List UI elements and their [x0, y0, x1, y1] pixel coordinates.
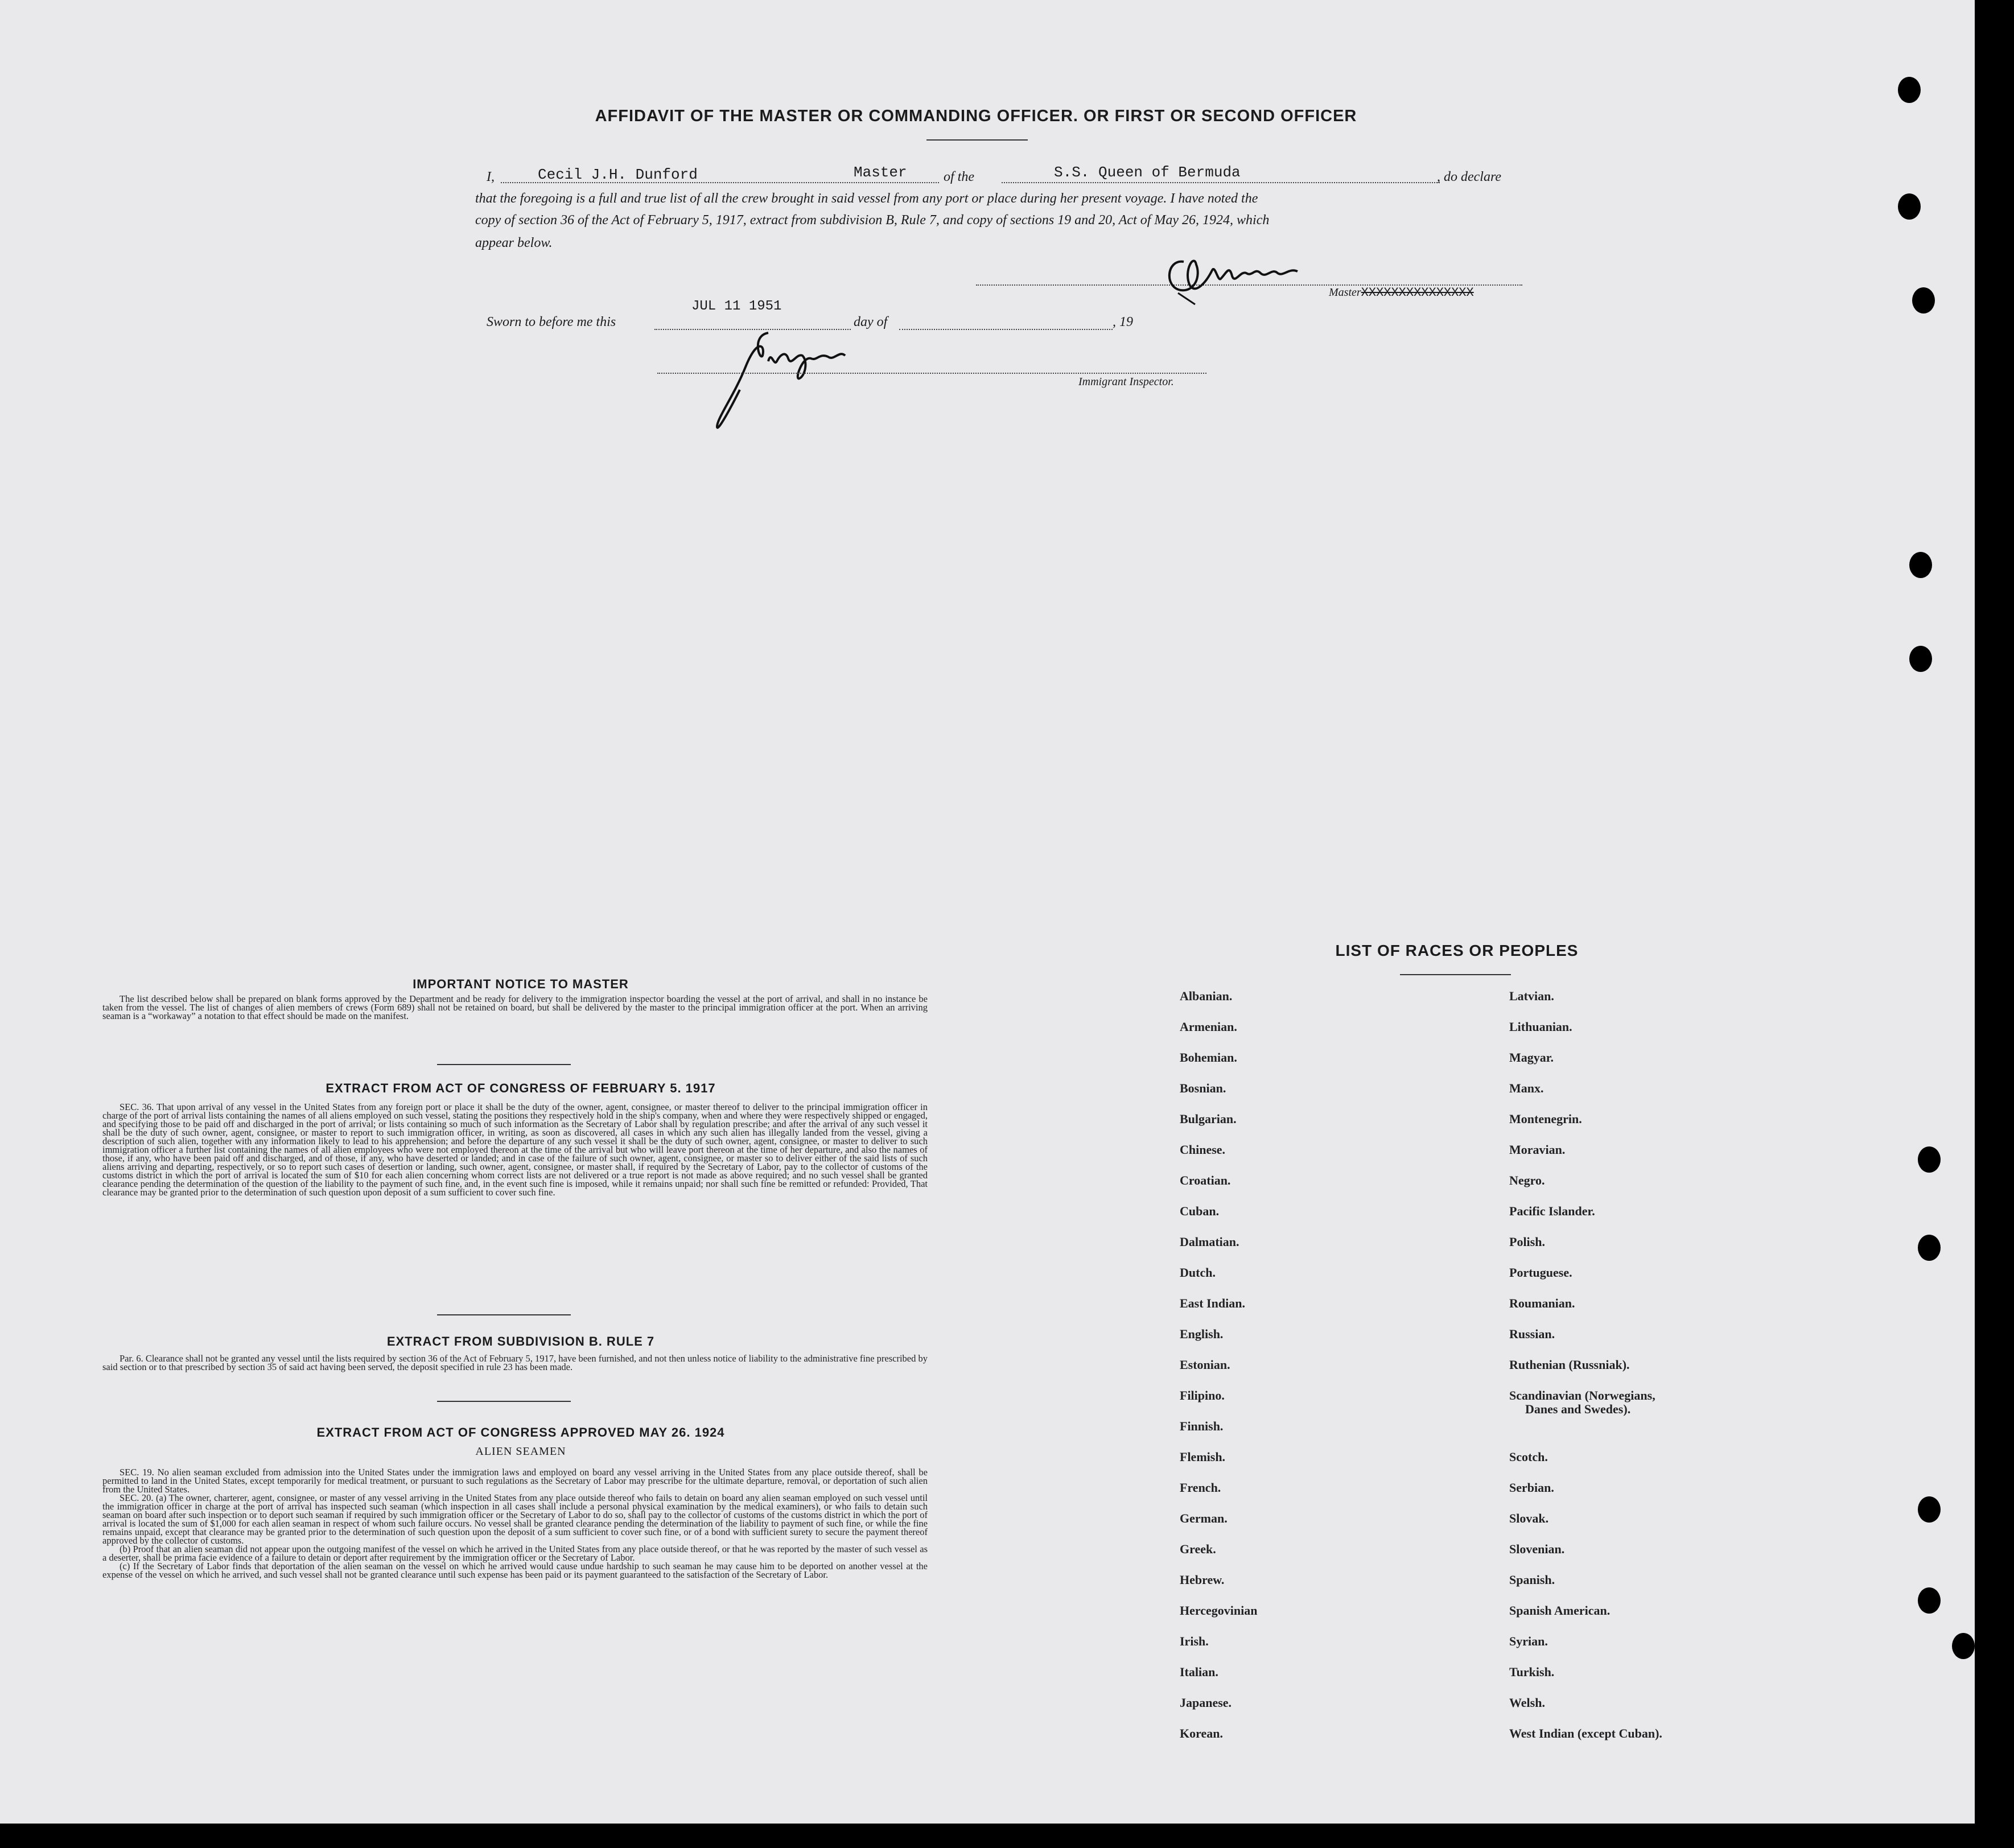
officer-rank: Master [854, 164, 907, 181]
race-item: Polish. [1509, 1235, 1545, 1249]
race-item: Hebrew. [1180, 1573, 1225, 1587]
race-item: Croatian. [1180, 1173, 1231, 1187]
race-item: Bulgarian. [1180, 1112, 1237, 1126]
race-item: Moravian. [1509, 1142, 1566, 1157]
race-item: Scotch. [1509, 1450, 1548, 1464]
race-item: Russian. [1509, 1327, 1555, 1341]
affidavit-line-4: appear below. [475, 236, 553, 250]
master-signature [1161, 242, 1309, 310]
race-item: Filipino. [1180, 1388, 1225, 1402]
race-item: Spanish. [1509, 1573, 1555, 1587]
race-item: Bohemian. [1180, 1050, 1237, 1065]
race-item: Albanian. [1180, 989, 1233, 1003]
race-item: Hercegovinian [1180, 1603, 1258, 1618]
race-item: Scandinavian (Norwegians, [1509, 1388, 1655, 1402]
race-item: Korean. [1180, 1726, 1223, 1740]
race-item: Estonian. [1180, 1358, 1230, 1372]
race-item: Montenegrin. [1509, 1112, 1582, 1126]
section-20b-text: (b) Proof that an alien seaman did not appear upon the outgoing manifest of the vessel on which he arrived in the United States from any place outside thereof, or that he was reported by the master of such vessel as a deserter, shall be prima facie evidence of a failure to detain or deport after requirement by the immigration officer or the Secretary of Labor. [102, 1544, 928, 1563]
race-item: Slovenian. [1509, 1542, 1565, 1556]
extract-1924-heading: EXTRACT FROM ACT OF CONGRESS APPROVED MAY 26. 1924 [316, 1425, 725, 1439]
alien-seamen-subheading: ALIEN SEAMEN [475, 1445, 566, 1458]
master-label: Master [1329, 286, 1361, 299]
of-the-label: of the [944, 170, 974, 184]
affidavit-line-2: that the foregoing is a full and true list of all the crew brought in said vessel from any port or place during her present voyage. I have noted the [475, 191, 1258, 206]
race-item: Slovak. [1509, 1511, 1549, 1525]
vessel-fill-line [1002, 182, 1440, 183]
race-item: Finnish. [1180, 1419, 1224, 1433]
rule-7-heading: EXTRACT FROM SUBDIVISION B. RULE 7 [386, 1334, 655, 1348]
race-item: Spanish American. [1509, 1603, 1611, 1618]
section-divider [437, 1314, 571, 1315]
affidavit-title: AFFIDAVIT OF THE MASTER OR COMMANDING OFFICER. OR FIRST OR SECOND OFFICER [595, 107, 1357, 125]
punch-hole [1952, 1633, 1975, 1659]
race-item: Dutch. [1180, 1265, 1216, 1280]
punch-hole [1912, 287, 1935, 314]
inspector-signature-line [657, 373, 1206, 374]
race-item: Latvian. [1509, 989, 1554, 1003]
received-stamp-date: JUL 11 1951 [691, 299, 782, 314]
race-item: Negro. [1509, 1173, 1545, 1187]
section-divider [437, 1401, 571, 1402]
race-item: Ruthenian (Russniak). [1509, 1358, 1630, 1372]
notice-body [102, 995, 928, 1020]
extract-1917-heading: EXTRACT FROM ACT OF CONGRESS OF FEBRUARY 5. 1917 [326, 1081, 716, 1095]
race-item: Serbian. [1509, 1480, 1554, 1495]
master-name: Cecil J.H. Dunford [538, 166, 698, 183]
race-item: Manx. [1509, 1081, 1544, 1095]
punch-hole [1918, 1235, 1941, 1261]
race-item: Welsh. [1509, 1696, 1545, 1710]
affidavit-i-label: I, [487, 170, 495, 184]
inspector-signature [706, 321, 911, 435]
year-prefix: , 19 [1113, 315, 1133, 329]
race-item: Portuguese. [1509, 1265, 1572, 1280]
race-item: English. [1180, 1327, 1224, 1341]
race-item: Dalmatian. [1180, 1235, 1239, 1249]
section-divider [437, 1064, 571, 1065]
vessel-name: S.S. Queen of Bermuda [1054, 164, 1241, 181]
race-item: French. [1180, 1480, 1221, 1495]
race-item: Greek. [1180, 1542, 1216, 1556]
section-36-text: SEC. 36. That upon arrival of any vessel in the United States from any foreign port or place it shall be the duty of the owner, agent, consignee, or master thereof to deliver to the principal immigration officer in charge of the port of arrival lists containing the names of all aliens employed on such vessel, stating the positions they respectively hold in the ship's company, when and where they were respectively shipped or engaged, and specifying those to be paid off and discharged in the port of arrival; or lists containing so much of such information as the Secretary of Labor shall by regulation prescribe; and after the arrival of any such vessel it shall be the duty of such owner, agent, consignee, or master to report to such immigration officer, in writing, as soon as discovered, all cases in which any such alien has illegally landed from the vessel, giving a description of such alien, together with any information likely to lead to his apprehension; and before the departure of any such vessel it shall be the duty of such owner, agent, consignee, or master to deliver to such immigration officer a further list containing the names of all alien employees who were not employed thereon at the time of the arrival but who will leave port thereon at the time of her departure, and also the names of those, if any, who have been paid off and discharged, and of those, if any, who have deserted or landed; and in case of the failure of such owner, agent, consignee, or master so to deliver either of the said lists of such aliens arriving and departing, respectively, or so to report such cases of desertion or landing, such owner, agent, consignee, or master shall, if required by the Secretary of Labor, pay to the collector of customs of the customs district in which the port of arrival is located the sum of $10 for each alien concerning whom correct lists are not delivered or a true report is not made as above required; and no such vessel shall be granted clearance pending the determination of the question of the liability to the payment of such fine, and, in the event such fine is imposed, while it remains unpaid; nor shall such fine be remitted or refunded: Provided, That clearance may be granted prior to the determination of such question upon deposit of a sum sufficient to cover such fine. [102, 1102, 928, 1198]
race-item: Italian. [1180, 1665, 1218, 1679]
affidavit-line-3: copy of section 36 of the Act of February 5, 1917, extract from subdivision B, Rule 7, and copy of sections 19 and 20, Act of May 26, 1924, which [475, 213, 1270, 228]
race-item: Irish. [1180, 1634, 1209, 1648]
punch-hole [1918, 1496, 1941, 1523]
punch-hole [1918, 1146, 1941, 1173]
race-item: Bosnian. [1180, 1081, 1226, 1095]
month-line [899, 329, 1113, 330]
races-divider [1400, 974, 1511, 975]
race-item: Armenian. [1180, 1020, 1237, 1034]
race-item: German. [1180, 1511, 1228, 1525]
punch-hole [1909, 646, 1932, 672]
title-divider [926, 139, 1028, 141]
race-item: Chinese. [1180, 1142, 1226, 1157]
race-item: Turkish. [1509, 1665, 1555, 1679]
race-item: East Indian. [1180, 1296, 1245, 1310]
race-item: West Indian (except Cuban). [1509, 1726, 1662, 1740]
struck-through-text: XXXXXXXXXXXXXXX [1361, 286, 1474, 300]
race-item: Lithuanian. [1509, 1020, 1572, 1034]
extract-1924-body [102, 1468, 928, 1579]
race-item: Magyar. [1509, 1050, 1554, 1065]
sworn-label: Sworn to before me this [487, 315, 616, 329]
punch-hole [1909, 552, 1932, 578]
notice-text: The list described below shall be prepared on blank forms approved by the Department and be ready for delivery to the immigration inspector boarding the vessel at the port of arrival, and shall in no instance be taken from the vessel. The list of changes of alien members of crews (Form 689) shall not be retained on board, but shall be delivered by the master to the principal immigration officer at the port. When an arriving seaman is a “workaway” a notation to that effect should be made on the manifest. [102, 993, 928, 1021]
race-item: Cuban. [1180, 1204, 1220, 1218]
notice-heading: IMPORTANT NOTICE TO MASTER [413, 977, 629, 991]
rule-7-body [102, 1354, 928, 1371]
race-item: Pacific Islander. [1509, 1204, 1595, 1218]
race-item: Syrian. [1509, 1634, 1548, 1648]
punch-hole [1898, 193, 1921, 220]
inspector-label: Immigrant Inspector. [1078, 376, 1174, 388]
rule-7-text: Par. 6. Clearance shall not be granted any vessel until the lists required by section 36 of the Act of February 5, 1917, have been furnished, and not then unless notice of liability to the administrative fine prescribed by said section or to that prescribed by section 35 of said act having been served, the deposit specified in rule 23 has been made. [102, 1353, 928, 1372]
master-signature-label [1329, 286, 1474, 300]
race-item: Flemish. [1180, 1450, 1226, 1464]
section-20a-text: SEC. 20. (a) The owner, charterer, agent, consignee, or master of any vessel arriving in the United States from any place outside thereof who fails to detain on board any alien seaman employed on such vessel until the immigration officer in charge at the port of arrival has inspected such seaman (which inspection in all cases shall include a personal physical examination by the medical examiners), or who fails to detain such seaman on board after such inspection or to deport such seaman if required by such immigration officer or the Secretary of Labor to do so, shall pay to the collector of customs of the customs district in which the port of arrival is located the sum of $1,000 for each alien seaman in respect of whom such failure occurs. No vessel shall be granted clearance pending the determination of the liability to payment of such fine, or while the fine remains unpaid, except that clearance may be granted prior to the determination of such question upon the deposit of a sum sufficient to cover such fine, or of a bond with sufficient surety to secure the payment thereof approved by the collector of customs. [102, 1492, 928, 1546]
day-of-label: day of [854, 315, 888, 329]
do-declare-label: , do declare [1437, 170, 1502, 184]
race-item: Danes and Swedes). [1525, 1402, 1631, 1416]
punch-hole [1918, 1587, 1941, 1614]
races-heading: LIST OF RACES OR PEOPLES [1335, 942, 1579, 959]
punch-hole [1898, 77, 1921, 103]
race-item: Japanese. [1180, 1696, 1232, 1710]
section-20c-text: (c) If the Secretary of Labor finds that deportation of the alien seaman on the vessel on which he arrived would cause undue hardship to such seaman he may cause him to be deported on another vessel at the expense of the vessel on which he arrived, and such vessel shall not be granted clearance until such expense has been paid or its payment guaranteed to the satisfaction of the Secretary of Labor. [102, 1561, 928, 1580]
race-item: Roumanian. [1509, 1296, 1575, 1310]
section-19-text: SEC. 19. No alien seaman excluded from admission into the United States under the immigration laws and employed on board any vessel arriving in the United States from any place outside thereof, shall be permitted to land in the United States, except temporarily for medical treatment, or pursuant to such regulations as the Secretary of Labor may prescribe for the ultimate departure, removal, or deportation of such alien from the United States. [102, 1467, 928, 1495]
extract-1917-body [102, 1103, 928, 1197]
